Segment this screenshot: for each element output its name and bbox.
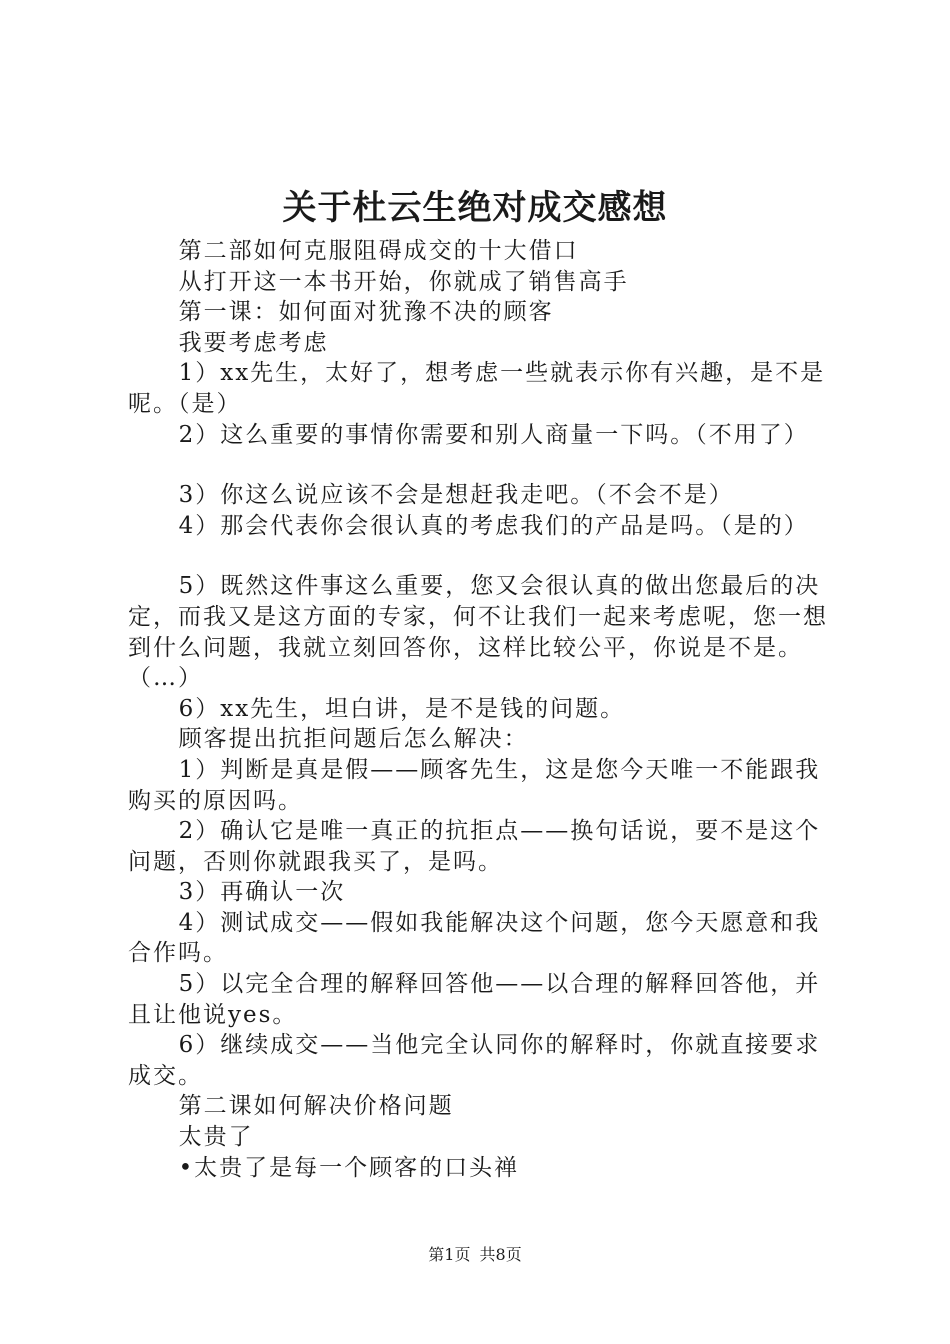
paragraph: 3）再确认一次 — [178, 879, 346, 906]
paragraph: 4）测试成交——假如我能解决这个问题，您今天愿意和我合作吗。 — [128, 909, 821, 967]
paragraph: 从打开这一本书开始，你就成了销售高手 — [178, 268, 629, 295]
paragraph: 5）以完全合理的解释回答他——以合理的解释回答他，并且让他说yes。 — [128, 971, 821, 1028]
paragraph: 5）既然这件事这么重要，您又会很认真的做出您最后的决定，而我又是这方面的专家，何不让我们一起来考虑呢，您一想到什么问题，我就立刻回答你，这样比较公平，你说是不是。（…） — [128, 573, 828, 692]
paragraph: 我要考虑考虑 — [178, 329, 329, 356]
paragraph: 2）这么重要的事情你需要和别人商量一下吗。（不用了） — [178, 421, 809, 448]
paragraph: 第二课如何解决价格问题 — [178, 1093, 454, 1120]
blank-line — [128, 450, 838, 480]
paragraph: 3）你这么说应该不会是想赶我走吧。（不会不是） — [178, 482, 734, 509]
paragraph: 6）xx先生，坦白讲，是不是钱的问题。 — [178, 695, 626, 722]
paragraph: 2）确认它是唯一真正的抗拒点——换句话说，要不是这个问题，否则你就跟我买了，是吗。 — [128, 818, 821, 875]
document-title: 关于杜云生绝对成交感想 — [282, 188, 668, 228]
paragraph: •太贵了是每一个顾客的口头禅 — [178, 1154, 520, 1181]
document-body — [128, 236, 838, 1183]
paragraph: 6）继续成交——当他完全认同你的解释时，你就直接要求成交。 — [128, 1032, 821, 1089]
paragraph: 1）判断是真是假——顾客先生，这是您今天唯一不能跟我购买的原因吗。 — [128, 756, 821, 814]
page-total: 共8页 — [479, 1245, 522, 1264]
page-number: 第1页 — [428, 1245, 471, 1264]
paragraph: 顾客提出抗拒问题后怎么解决： — [178, 726, 529, 753]
paragraph: 1）xx先生，太好了，想考虑一些就表示你有兴趣，是不是呢。（是） — [128, 360, 826, 417]
blank-line — [128, 541, 838, 571]
paragraph: 太贵了 — [178, 1124, 254, 1151]
paragraph: 4）那会代表你会很认真的考虑我们的产品是吗。（是的） — [178, 512, 809, 539]
paragraph: 第一课：如何面对犹豫不决的顾客 — [178, 299, 554, 326]
page-footer — [0, 1244, 950, 1266]
paragraph: 第二部如何克服阻碍成交的十大借口 — [178, 238, 579, 264]
